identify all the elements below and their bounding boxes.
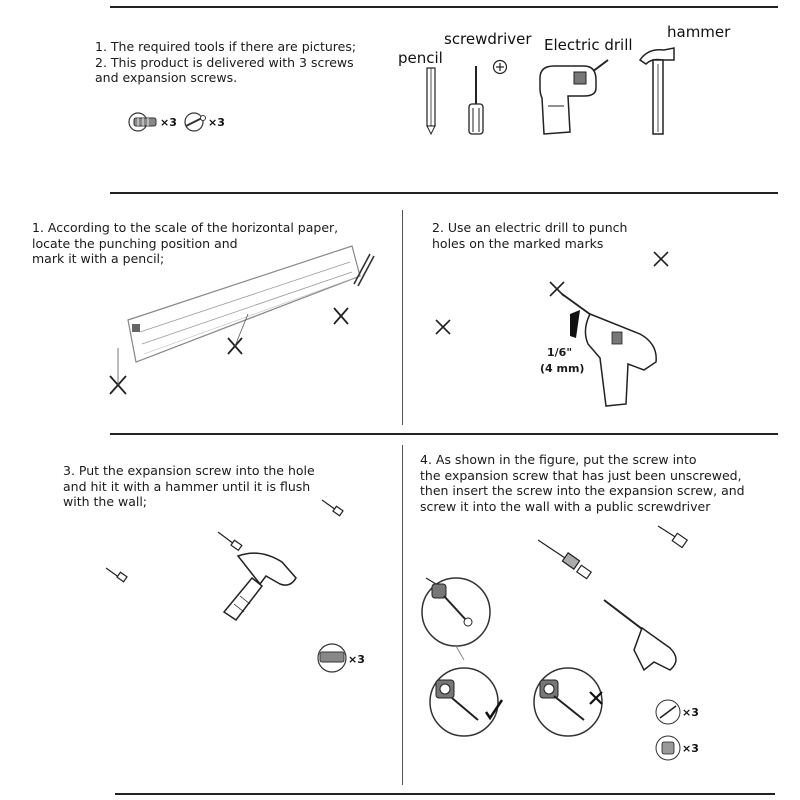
pencil-icon: [423, 68, 439, 134]
step-4-line-1: 4. As shown in the figure, put the screw into: [420, 452, 697, 467]
step-3-line-3: with the wall;: [63, 494, 148, 509]
step-2-line-2: holes on the marked marks: [432, 235, 604, 251]
drill-size-inches: 1/6": [547, 346, 573, 359]
screw-icon: [182, 112, 210, 132]
hammer-icon: [638, 42, 678, 136]
step-4-line-3: then insert the screw into the expansion screw, and: [420, 483, 745, 498]
header-notes: [95, 39, 356, 86]
expansion-screw-count: ×3: [160, 116, 177, 129]
step-3-line-1: 3. Put the expansion screw into the hole: [63, 463, 315, 478]
header-note-3: and expansion screws.: [95, 70, 238, 85]
step-4-screw-count: ×3: [682, 706, 699, 719]
expansion-screw-icon: [128, 112, 160, 132]
step-4-line-4: screw it into the wall with a public screwdriver: [420, 498, 711, 514]
divider-bottom: [115, 793, 775, 795]
step-1-line-1: 1. According to the scale of the horizontal paper,: [32, 220, 339, 235]
step-2-marks: [430, 248, 680, 408]
hammer-label: hammer: [667, 23, 731, 41]
header-note-1: 1. The required tools if there are pictures;: [95, 39, 357, 54]
step-1-line-3: mark it with a pencil;: [32, 251, 165, 266]
step-3-illustration: [100, 492, 380, 662]
step-3-line-2: and hit it with a hammer until it is flush: [63, 478, 311, 494]
step-3-count: ×3: [348, 653, 365, 666]
step-4-illustration: [418, 520, 708, 788]
header-note-2: 2. This product is delivered with 3 screws: [95, 54, 354, 70]
electric-drill-icon: [534, 58, 610, 136]
screwdriver-icon: [460, 58, 514, 136]
drill-size: [547, 346, 572, 359]
pencil-label: pencil: [398, 49, 443, 67]
electric-drill-label: Electric drill: [544, 36, 633, 54]
step-4-expansion-count: ×3: [682, 742, 699, 755]
step-2-line-1: 2. Use an electric drill to punch: [432, 220, 628, 235]
screw-count: ×3: [208, 116, 225, 129]
step-4-line-2: the expansion screw that has just been unscrewed,: [420, 467, 742, 483]
divider-top: [110, 6, 778, 8]
drill-size-mm: (4 mm): [540, 362, 585, 375]
step-1-illustration: [100, 240, 390, 410]
screwdriver-label: screwdriver: [444, 30, 532, 48]
divider-header: [110, 192, 778, 194]
divider-vertical-lower: [402, 445, 403, 785]
divider-middle: [110, 433, 778, 435]
step-2-text: [432, 220, 627, 251]
step-4-text: [420, 452, 745, 514]
step-1-line-2: locate the punching position and: [32, 235, 238, 251]
divider-vertical-upper: [402, 210, 403, 425]
